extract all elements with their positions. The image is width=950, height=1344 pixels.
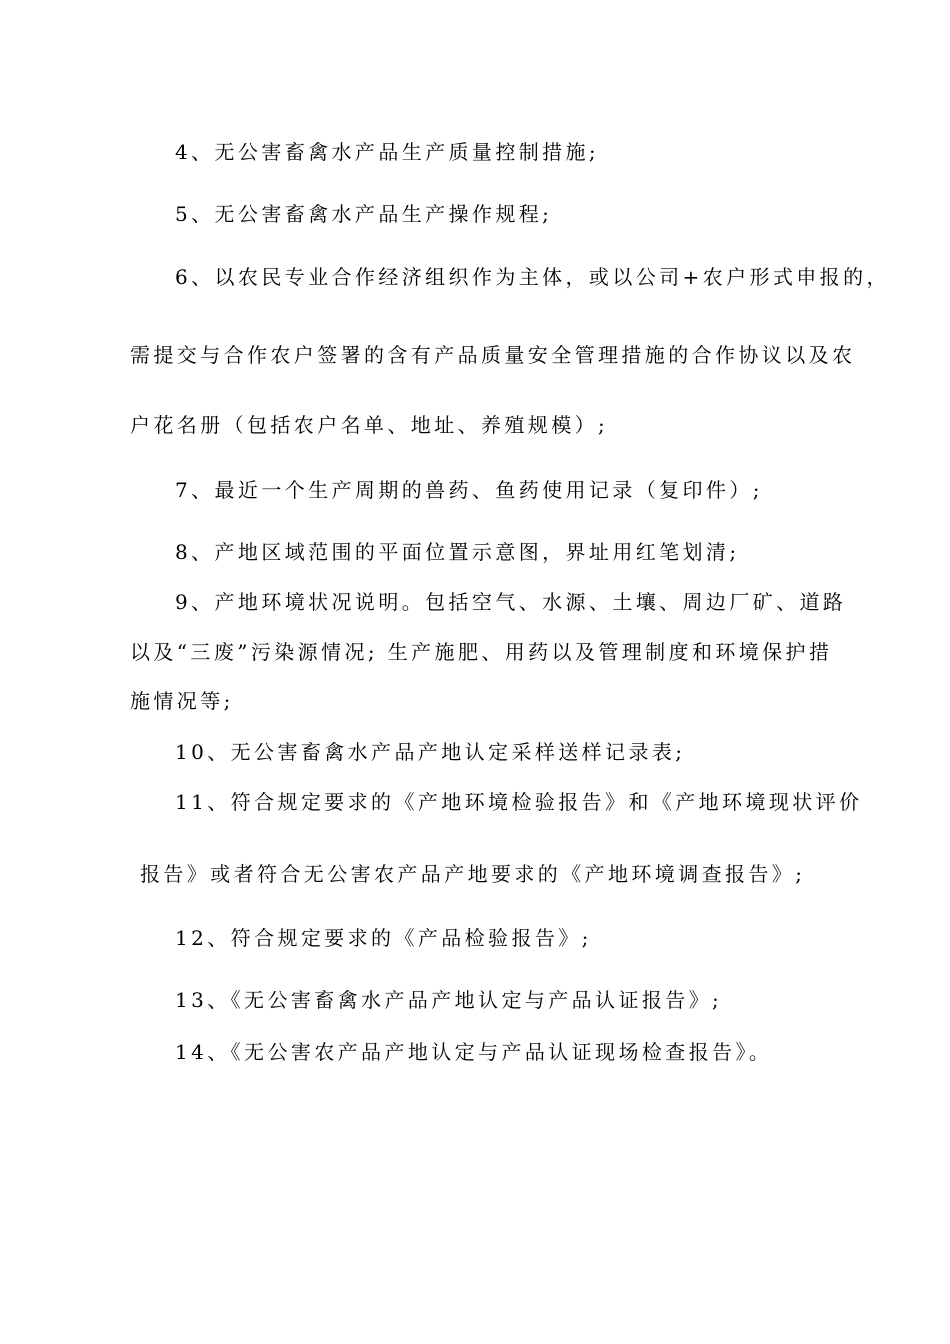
list-item-6-line-3: 户花名册（包括农户名单、地址、养殖规模）; (130, 413, 609, 437)
list-item-12: 12、符合规定要求的《产品检验报告》; (175, 926, 592, 950)
list-item-4: 4、无公害畜禽水产品生产质量控制措施; (175, 140, 600, 164)
list-item-6-line-2: 需提交与合作农户签署的含有产品质量安全管理措施的合作协议以及农 (130, 343, 856, 367)
list-item-8: 8、产地区域范围的平面位置示意图，界址用红笔划清; (175, 540, 740, 564)
list-item-10: 10、无公害畜禽水产品产地认定采样送样记录表; (175, 740, 686, 764)
list-item-9-line-2: 以及“三废”污染源情况; 生产施肥、用药以及管理制度和环境保护措 (130, 640, 833, 664)
list-item-5: 5、无公害畜禽水产品生产操作规程; (175, 202, 553, 226)
list-item-13: 13、《无公害畜禽水产品产地认定与产品认证报告》; (175, 988, 723, 1012)
list-item-9-line-3: 施情况等; (130, 689, 234, 713)
list-item-9-line-1: 9、产地环境状况说明。包括空气、水源、土壤、周边厂矿、道路 (175, 590, 847, 614)
list-item-11-line-2: 报告》或者符合无公害农产品产地要求的《产地环境调查报告》; (140, 862, 806, 886)
list-item-6-line-1: 6、以农民专业合作经济组织作为主体，或以公司+农户形式申报的， (175, 265, 890, 289)
list-item-14: 14、《无公害农产品产地认定与产品认证现场检查报告》。 (175, 1040, 773, 1064)
list-item-7: 7、最近一个生产周期的兽药、鱼药使用记录（复印件）; (175, 478, 763, 502)
list-item-11-line-1: 11、符合规定要求的《产地环境检验报告》和《产地环境现状评价 (175, 790, 863, 814)
